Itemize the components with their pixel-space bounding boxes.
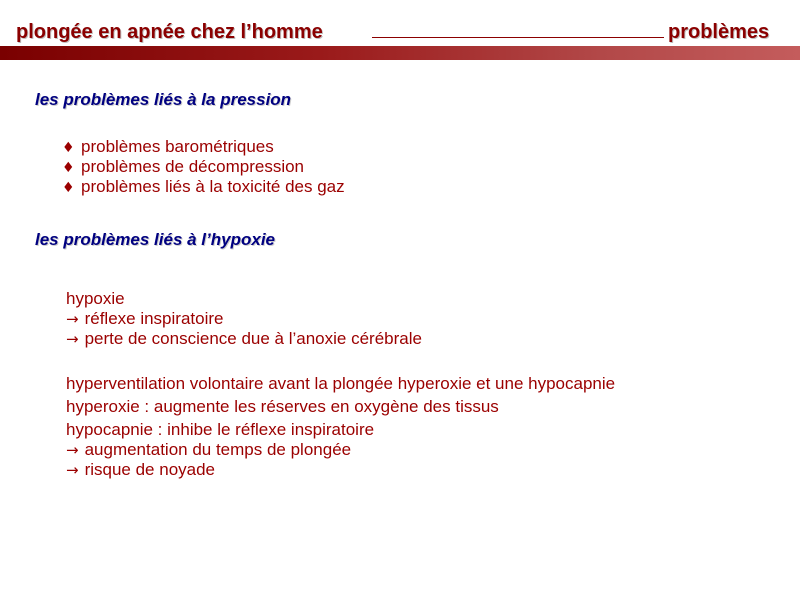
arrow-item-label: réflexe inspiratoire xyxy=(84,309,224,328)
diamond-bullet-icon: ♦ xyxy=(62,160,75,176)
arrow-item xyxy=(66,460,215,480)
arrow-item-label: augmentation du temps de plongée xyxy=(84,440,352,459)
title-rule xyxy=(372,37,664,38)
heading-hypoxie: les problèmes liés à l’hypoxie xyxy=(35,230,275,249)
list-item xyxy=(62,177,345,198)
arrow-item xyxy=(66,309,223,329)
diamond-bullet-icon: ♦ xyxy=(62,180,75,196)
text-line-hyperoxie: hyperoxie : augmente les réserves en oxygène des tissus xyxy=(66,397,499,416)
section-label: problèmes xyxy=(668,21,770,43)
right-arrow-icon: → xyxy=(66,461,79,479)
text-line-hypocapnie: hypocapnie : inhibe le réflexe inspiratoire xyxy=(66,420,375,439)
right-arrow-icon: → xyxy=(66,330,79,348)
arrow-item-label: risque de noyade xyxy=(84,460,216,479)
slide-title: plongée en apnée chez l’homme xyxy=(16,21,323,43)
list-item-label: problèmes liés à la toxicité des gaz xyxy=(81,177,345,196)
right-arrow-icon: → xyxy=(66,441,79,459)
heading-pression: les problèmes liés à la pression xyxy=(35,90,292,109)
arrow-item xyxy=(66,329,422,349)
diamond-bullet-icon: ♦ xyxy=(62,140,75,156)
header-bar xyxy=(0,46,800,60)
right-arrow-icon: → xyxy=(66,310,79,328)
arrow-item xyxy=(66,440,351,460)
list-item-label: problèmes de décompression xyxy=(81,157,305,176)
arrow-item-label: perte de conscience due à l’anoxie cérébrale xyxy=(84,329,422,348)
list-item xyxy=(62,157,304,178)
text-line-hyperventilation: hyperventilation volontaire avant la plongée hyperoxie et une hypocapnie xyxy=(66,374,616,393)
list-item xyxy=(62,137,274,158)
hypoxie-title: hypoxie xyxy=(66,289,125,308)
list-item-label: problèmes barométriques xyxy=(81,137,274,156)
